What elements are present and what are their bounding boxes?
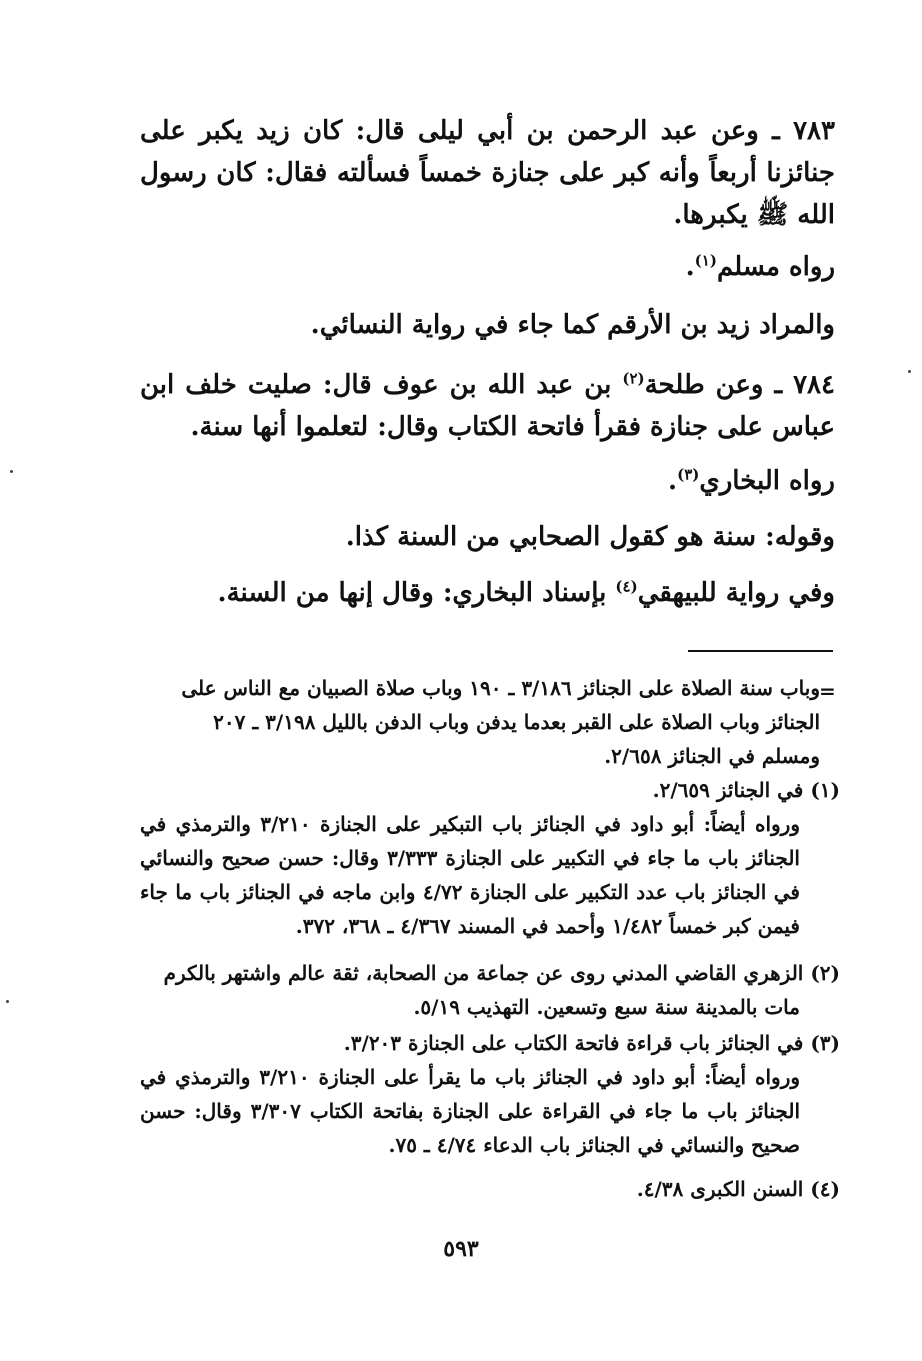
narration-end: . bbox=[685, 252, 695, 282]
footnote-4 bbox=[140, 1172, 840, 1206]
footnote-1-text: ورواه أيضاً: أبو داود في الجنائز باب التبكير على الجنازة ٣/٢١٠ والترمذي في الجنائز باب ما جاء في التكبير على الجنازة ٣/٣٣٣ وقال: حسن صحيح والنسائي في الجنائز باب عدد التكبير على الجنازة ٤/٧٢ وابن ماجه في الجنائز باب ما جاء فيمن كبر خمساً ١/٤٨٢ وأحمد في المسند ٤/٣٦٧ ـ ٣٦٨، ٣٧٢. bbox=[140, 812, 800, 938]
variant-start: وفي رواية للبيهقي bbox=[637, 578, 835, 608]
footnote-2-text: مات بالمدينة سنة سبع وتسعين. التهذيب ٥/١٩. bbox=[413, 995, 800, 1019]
continuation-marker: = bbox=[819, 679, 836, 703]
hadith-784-text bbox=[140, 364, 835, 448]
hadith-784-variant bbox=[140, 578, 835, 608]
footnote-1-label: (١) في الجنائز ٢/٦٥٩. bbox=[652, 778, 840, 802]
narration-label: رواه مسلم bbox=[716, 252, 835, 282]
hadith-784-text-rest: بن عبد الله بن عوف قال: صليت خلف ابن عباس على جنازة فقرأ فاتحة الكتاب وقال: لتعلموا أنها سنة. bbox=[140, 370, 835, 442]
scan-speck bbox=[908, 370, 911, 373]
footnote-3-label: (٣) في الجنائز باب قراءة فاتحة الكتاب على الجنازة ٣/٢٠٣. bbox=[343, 1031, 840, 1055]
page-number: ٥٩٣ bbox=[443, 1236, 479, 1262]
footnote-ref-4: (٤) bbox=[615, 577, 638, 596]
footnote-ref-3: (٣) bbox=[677, 465, 700, 484]
footnote-3 bbox=[140, 1026, 840, 1162]
footnote-separator bbox=[688, 650, 833, 652]
scan-speck bbox=[6, 1000, 9, 1003]
hadith-784-paragraph bbox=[140, 364, 835, 448]
footnote-ref-2: (٢) bbox=[622, 369, 645, 388]
hadith-784-text-start: ٧٨٤ ـ وعن طلحة bbox=[644, 370, 835, 400]
scan-speck bbox=[10, 470, 13, 473]
footnote-2-label: (٢) الزهري القاضي المدني روى عن جماعة من الصحابة، ثقة عالم واشتهر بالكرم bbox=[163, 961, 840, 985]
variant-rest: بإسناد البخاري: وقال إنها من السنة. bbox=[217, 578, 616, 608]
narration-end: . bbox=[668, 466, 678, 496]
hadith-783-narration bbox=[140, 252, 835, 282]
continuation-line: الجنائز وباب الصلاة على القبر بعدما يدفن وباب الدفن بالليل ٣/١٩٨ ـ ٢٠٧ bbox=[213, 710, 820, 734]
footnote-ref-1: (١) bbox=[694, 251, 717, 270]
hadith-783-text: ٧٨٣ ـ وعن عبد الرحمن بن أبي ليلى قال: كان زيد يكبر على جنائزنا أربعاً وأنه كبر على جنازة خمساً فسألته فقال: كان رسول الله ﷺ يكبرها. bbox=[140, 116, 835, 230]
hadith-784-comment: وقوله: سنة هو كقول الصحابي من السنة كذا. bbox=[345, 522, 835, 552]
continuation-line: وباب سنة الصلاة على الجنائز ٣/١٨٦ ـ ١٩٠ وباب صلاة الصبيان مع الناس على bbox=[181, 676, 820, 700]
footnote-continuation bbox=[140, 671, 840, 773]
footnote-1 bbox=[140, 773, 840, 943]
hadith-783-paragraph bbox=[140, 110, 835, 236]
continuation-line: ومسلم في الجنائز ٢/٦٥٨. bbox=[604, 744, 820, 768]
footnote-3-text: ورواه أيضاً: أبو داود في الجنائز باب ما يقرأ على الجنازة ٣/٢١٠ والترمذي في الجنائز باب ما جاء في القراءة على الجنازة بفاتحة الكتاب ٣/٣٠٧ وقال: حسن صحيح والنسائي في الجنائز باب الدعاء ٤/٧٤ ـ ٧٥. bbox=[140, 1065, 801, 1157]
hadith-783-note: والمراد زيد بن الأرقم كما جاء في رواية النسائي. bbox=[310, 310, 835, 340]
footnote-2 bbox=[140, 956, 840, 1024]
footnote-4-label: (٤) السنن الكبرى ٤/٣٨. bbox=[636, 1177, 840, 1201]
narration-label: رواه البخاري bbox=[699, 466, 835, 496]
hadith-784-narration bbox=[140, 466, 835, 496]
